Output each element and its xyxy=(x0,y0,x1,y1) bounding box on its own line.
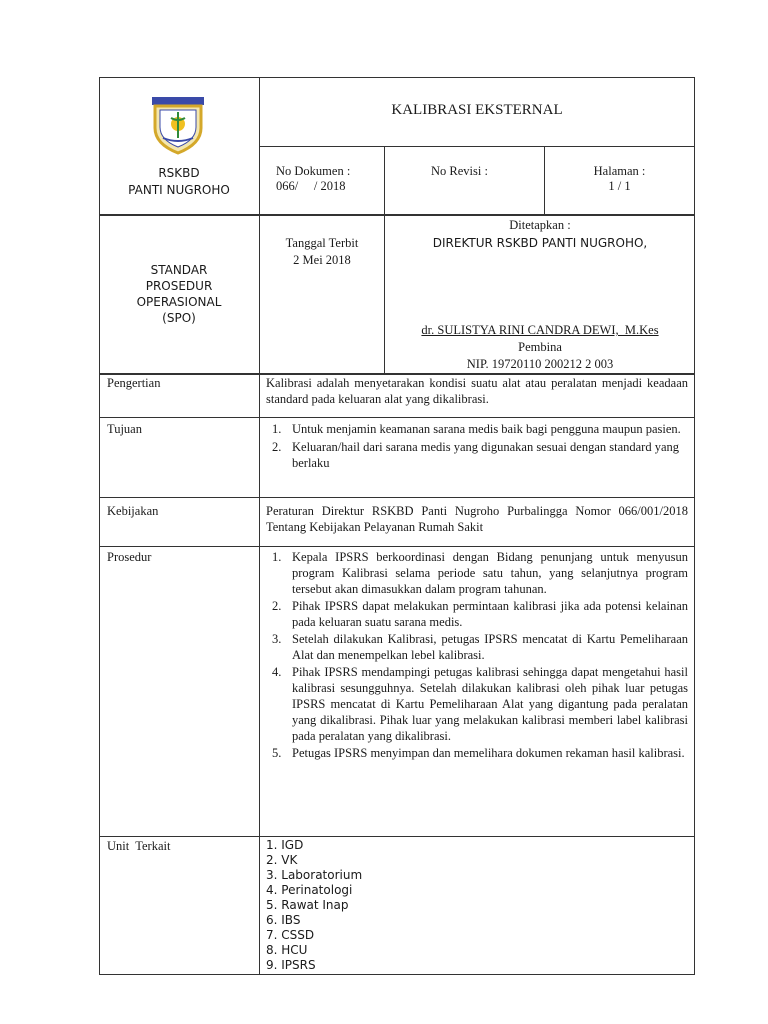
tujuan-label: Tujuan xyxy=(107,422,142,436)
tujuan-list xyxy=(266,421,688,471)
list-item: 1. Untuk menjamin keamanan sarana medis baik bagi pengguna maupun pasien. xyxy=(272,422,681,436)
issue-date-value: 2 Mei 2018 xyxy=(293,253,351,267)
row-divider-3 xyxy=(99,546,695,547)
pengertian-label: Pengertian xyxy=(107,376,161,390)
issue-date-label: Tanggal Terbit xyxy=(285,236,359,250)
list-number: 4. xyxy=(272,665,282,679)
hospital-name-line1: RSKBD xyxy=(158,166,200,180)
unit-list xyxy=(266,838,362,973)
list-number: 3. xyxy=(272,632,282,646)
director-title: DIREKTUR RSKBD PANTI NUGROHO, xyxy=(432,236,648,250)
header-col-divider-1 xyxy=(384,146,385,215)
row-divider-4 xyxy=(99,836,695,837)
list-item: 1. IGD xyxy=(266,838,304,852)
spo-line4: (SPO) xyxy=(162,311,196,325)
kebijakan-label: Kebijakan xyxy=(107,504,159,518)
row-divider-2 xyxy=(99,497,695,498)
list-item: 2. Keluaran/hail dari sarana medis yang digunakan sesuai dengan standard yang berlaku xyxy=(272,440,680,470)
list-item: 1. Kepala IPSRS berkoordinasi dengan Bidang penunjang untuk menyusun program Kalibrasi selama periode satu tahun, yang selanjutnya program tersebut akan dimasukkan dalam program tahunan. xyxy=(272,550,688,596)
list-item: 2. Pihak IPSRS dapat melakukan permintaan kalibrasi jika ada potensi kelainan pada keluaran suatu sarana medis. xyxy=(272,599,688,629)
hospital-logo xyxy=(147,94,209,156)
hospital-name-line2: PANTI NUGROHO xyxy=(128,183,230,197)
signer-rank: Pembina xyxy=(518,340,562,354)
list-item: 9. IPSRS xyxy=(266,958,316,972)
kebijakan-text: Peraturan Direktur RSKBD Panti Nugroho Purbalingga Nomor 066/001/2018 Tentang Kebijakan Pelayanan Rumah Sakit xyxy=(266,504,688,534)
doc-number-label: No Dokumen : xyxy=(276,164,351,178)
list-item: 4. Perinatologi xyxy=(266,883,353,897)
list-item: 5. Petugas IPSRS menyimpan dan memelihara dokumen rekaman hasil kalibrasi. xyxy=(272,746,685,760)
unit-label: Unit Terkait xyxy=(107,839,171,853)
page-value: 1 / 1 xyxy=(608,179,631,193)
list-item: 2. VK xyxy=(266,853,298,867)
page-label: Halaman : xyxy=(593,164,646,178)
list-item: 7. CSSD xyxy=(266,928,315,942)
list-number: 1. xyxy=(272,550,282,564)
list-item: 5. Rawat Inap xyxy=(266,898,349,912)
list-number: 1. xyxy=(272,422,282,436)
header-title-divider xyxy=(259,146,695,147)
spo-line3: OPERASIONAL xyxy=(136,295,222,309)
list-item: 4. Pihak IPSRS mendampingi petugas kalibrasi sehingga dapat mengetahui hasil kalibrasi sesungguhnya. Setelah dilakukan kalibrasi oleh pihak luar petugas IPSRS mencatat di Kartu Pemeliharaan Alat yang digantung pada peralatan yang dikalibrasi. Pihak luar yang melakukan kalibrasi memberi label kalibrasi pada peralatan yang dikalibrasi. xyxy=(272,665,688,743)
content-divider xyxy=(259,374,260,975)
row-divider-1 xyxy=(99,417,695,418)
doc-number-value: 066/ / 2018 xyxy=(276,179,346,193)
list-item: 6. IBS xyxy=(266,913,301,927)
signer-name: dr. SULISTYA RINI CANDRA DEWI, M.Kes xyxy=(421,323,659,337)
signer-nip: NIP. 19720110 200212 2 003 xyxy=(466,357,614,371)
list-item: 3. Setelah dilakukan Kalibrasi, petugas IPSRS mencatat di Kartu Pemeliharaan Alat dan menempelkan lebel kalibrasi. xyxy=(272,632,688,662)
spo-line2: PROSEDUR xyxy=(145,279,213,293)
document-title: KALIBRASI EKSTERNAL xyxy=(391,102,563,118)
list-item: 8. HCU xyxy=(266,943,308,957)
list-number: 5. xyxy=(272,746,282,760)
prosedur-label: Prosedur xyxy=(107,550,152,564)
revision-label: No Revisi : xyxy=(431,164,488,178)
list-item: 3. Laboratorium xyxy=(266,868,363,882)
ratified-label: Ditetapkan : xyxy=(509,218,571,232)
spo-line1: STANDAR xyxy=(150,263,208,277)
list-number: 2. xyxy=(272,440,282,454)
list-number: 2. xyxy=(272,599,282,613)
pengertian-text: Kalibrasi adalah menyetarakan kondisi suatu alat atau peralatan menjadi keadaan standard pada keluaran alat yang dikalibrasi. xyxy=(266,376,688,406)
prosedur-list xyxy=(266,549,688,761)
